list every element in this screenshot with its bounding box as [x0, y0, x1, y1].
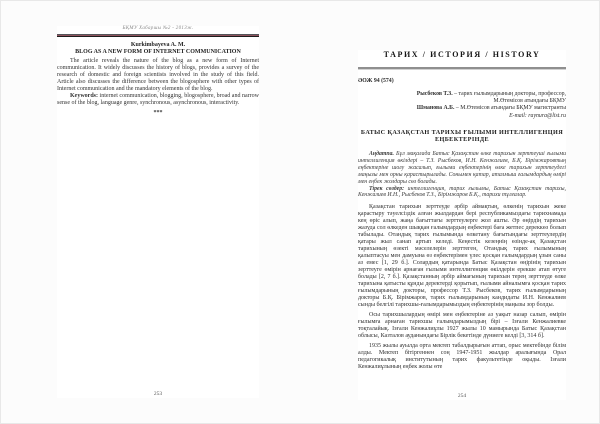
keywords-label-right: Тірек сөздер: — [369, 185, 405, 192]
keywords-text-right: интеллигенция, тарих ғылымы, Батыс Қазақстан тарихы, Кенжалиев И.Н., Рысбеков Т.З., Бірімжаров Б.Қ., тарихи тұлғалар. — [358, 185, 566, 199]
right-page — [358, 50, 566, 400]
author-1-name: Рысбеков Т.З. — [416, 91, 453, 97]
body-paragraph: 1935 жылы ауылда орта мектеп табалдырығын аттап, орыс мектебінде білім алды. Мектеп бітіргеннен соң 1947-1951 жылдар аралығында Орал педагогикалық институтының тарих факультетінде оқыды. Ізғали Кенжалиұлының еңбек жолы өте — [358, 343, 566, 371]
article-title-right: БАТЫС ҚАЗАҚСТАН ТАРИХЫ ҒЫЛЫМИ ИНТЕЛЛИГЕНЦИЯ ЕҢБЕКТЕРІНДЕ — [360, 128, 564, 144]
page-number-right: 254 — [457, 393, 467, 399]
keywords-text: internet communication, blogging, blogosphere, broad and narrow sense of the blog, language genre, synchronous, asynchronous, interactivity. — [57, 93, 259, 106]
authors-block — [358, 91, 566, 120]
page-number-left: 253 — [153, 391, 163, 397]
author-line-2: М.Өтемісов атындағы БҚМУ — [493, 98, 566, 105]
keywords-label: Keywords: — [70, 93, 98, 99]
author-line-3 — [358, 105, 566, 112]
section-rule — [358, 67, 566, 70]
left-page — [57, 26, 259, 398]
header-rule — [57, 34, 259, 37]
author-1-affiliation: – тарих ғылымдарының докторы, профессор, — [452, 91, 566, 97]
keywords-paragraph — [57, 93, 259, 107]
udc-number: ӘОЖ 94 (574) — [358, 78, 394, 84]
annotation-paragraph — [358, 151, 566, 186]
abstract-text: The article reveals the nature of the blog as a new form of Internet communication. It widely discusses the history of blogs, provides a survey of the research of domestic and foreign scientists involved in the study of this field. Article also discusses the difference between the blogosphere with other types of Internet communication and the mandatory elements of the blog. — [57, 58, 259, 92]
body-paragraph: Қазақстан тарихын зерттеуде әрбір аймақтың, өлкенің тарихын жеке қарастыру тәуелсіздік алған жылдардан бері республикамыздағы тарихнамада кең өріс алып, жаңа бағыттағы зерттеулерге жол ашты. Әр өңірдің тарихын жазуда сол өлкеден шыққан ғалымдардың еңбектері баға жетпес дереккөз болып табылады. Отандық тарих ғылымында өлкетану бағытындағы зерттеулердің қатары жыл санап артып келеді. Кеңестік кезеңнің өзінде-ақ Қазақстан тарихының өзекті мәселелерін зерттеген, Отандық тарих ғылымының қалыптасуы мен дамуына өз еңбектерімен үлес қосқан ғалымдардың ұзын саны аз емес [1, 29 б.]. Солардың қатарында Батыс Қазақстан өңірінің тарихын зерттеуге өмірін арнаған ғылыми интеллигенция өкілдерін ерекше атап өтуге болады [2, 7 б.]. Қазақстанның әрбір аймағының тарихын терең зерттеуде өлке тарихына қатысты құнды деректерді қорытып, ғылыми айналымға қосқан тарих ғылымдарының докторы, профессор Т.З. Рысбеков, тарих ғылымдарының докторы Б.Қ. Бірімжаров, тарих ғылымдарының кандидаты И.Н. Кенжалиев сынды белгілі тарихшы-ғалымдарымыздың еңбектерінің маңызы зор болды. — [358, 204, 566, 309]
journal-header: БҚМУ Хабаршы №2 - 2013ж. — [122, 26, 194, 31]
author-email: E-mail: raynura@list.ru — [509, 112, 566, 119]
annotation-label: Аңдатпа. — [369, 151, 394, 157]
section-separator: *** — [153, 110, 163, 116]
author-2-affiliation: – М.Өтемісов атындағы БҚМУ магистранты — [454, 105, 566, 112]
annotation-text: Бұл мақалада Батыс Қазақстан өлке тарихын зерттеуші ғылыми интеллигенция өкілдері – Т.З. Рысбеков, И.Н. Кенжалиев, Б.Қ. Бірімжаровтың еңбектеріне шолу жасалып, ғылыми еңбектерінің өлке тарихын зерттеудегі маңызы мен орны қарастырылады. Сонымен қатар, аталмыш ғалымдардың өмірі мен еңбек жолдары сөз болады. — [358, 151, 566, 185]
body-paragraph: Осы тарихшылардың өмірі мен еңбектеріне аз уақыт назар салып, өмірін ғылымға арнаған тарихшы ғалымдарымыздың бірі – Ізғали Кенжалиевке тоқталайық. Ізғали Кенжалиұлы 1927 жылы 10 мамырында Батыс Қазақстан облысы, Казталов ауданындағы Бірлік бекетінде дүниеге келді [3, 314 б]. — [358, 312, 566, 340]
article-author: Kurkimbayeva A. M. — [130, 42, 186, 48]
keywords-paragraph-right — [358, 186, 566, 200]
article-title: BLOG AS A NEW FORM OF INTERNET COMMUNICATION — [75, 49, 241, 55]
section-heading: ТАРИХ / ИСТОРИЯ / HISTORY — [383, 50, 541, 59]
author-line-1 — [358, 91, 566, 98]
author-2-name: Шманова А.Б. — [416, 105, 455, 112]
